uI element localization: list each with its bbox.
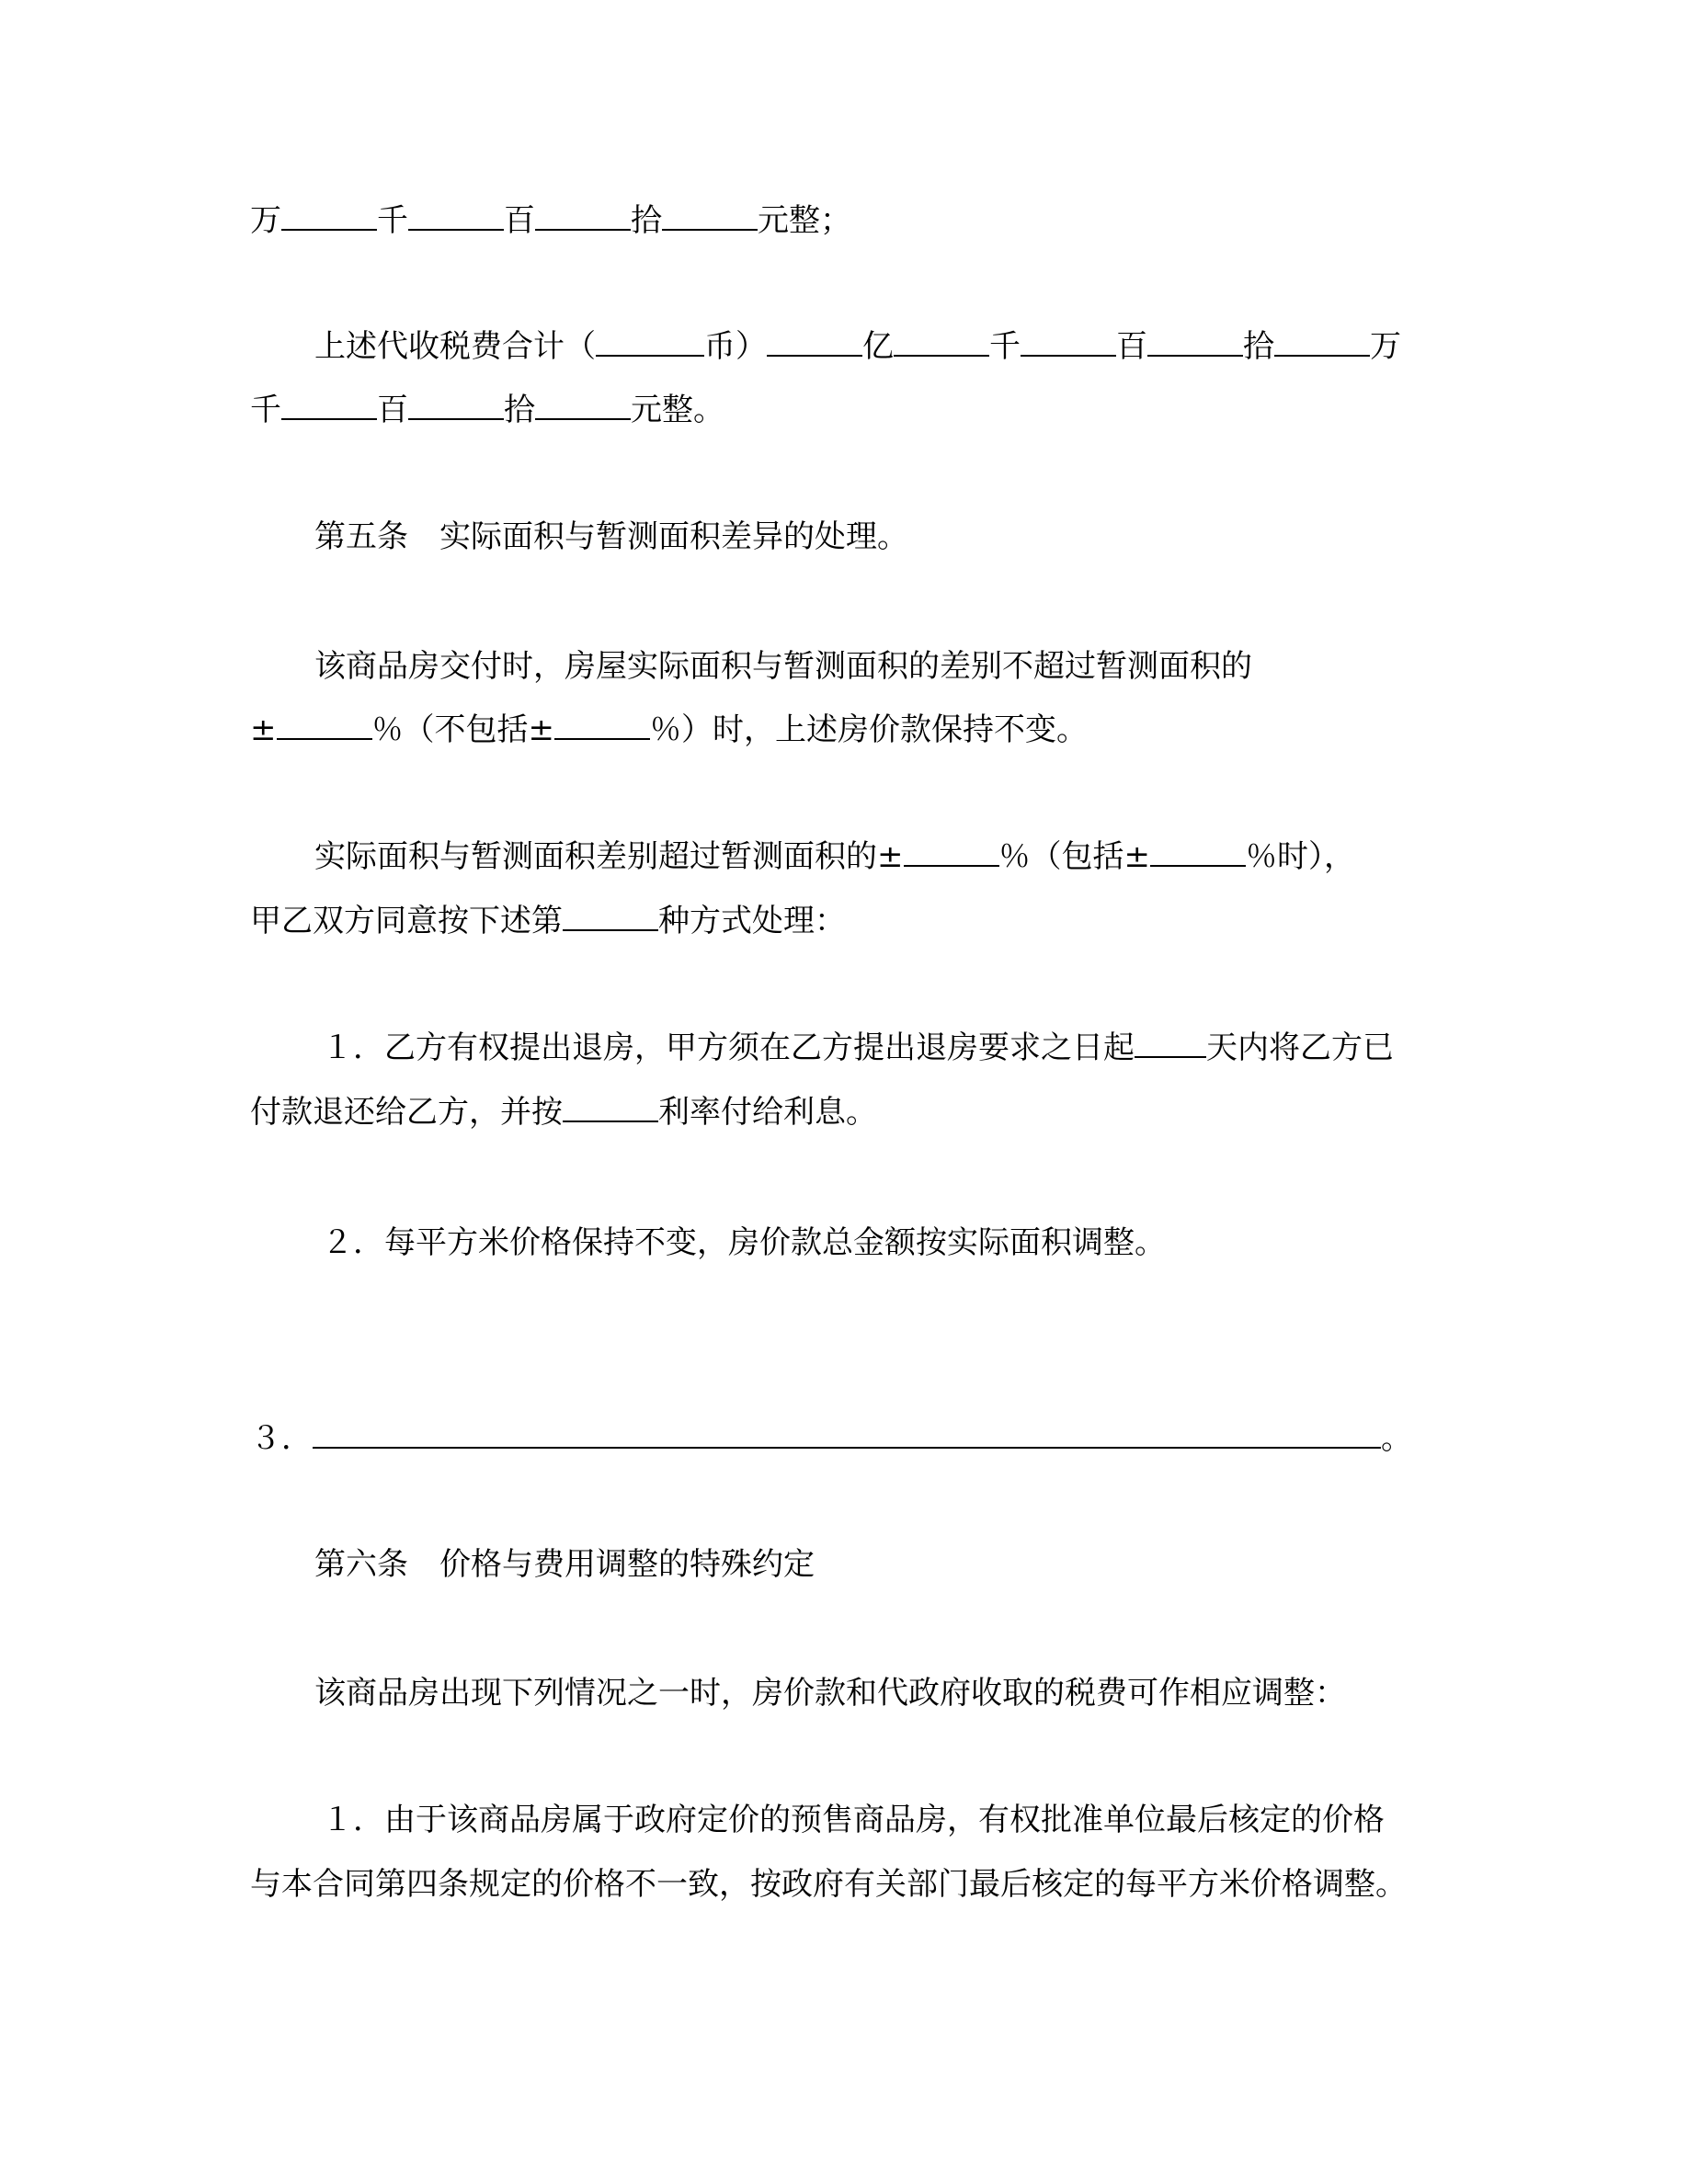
text-segment: ％时）， [1246, 838, 1355, 875]
text-segment: 付款退还给乙方，并按 [250, 1094, 563, 1131]
unit-qian: 千 [377, 202, 408, 239]
blank-field[interactable] [281, 201, 377, 231]
article-6-item-1-line-2: 与本合同第四条规定的价格不一致，按政府有关部门最后核定的每平方米价格调整。 [250, 1866, 1407, 1903]
blank-field[interactable] [1021, 327, 1116, 357]
blank-field[interactable] [408, 391, 504, 420]
article-5-paragraph-1: 该商品房交付时，房屋实际面积与暂测面积的差别不超过暂测面积的 [314, 648, 1252, 685]
text-segment: 利率付给利息。 [658, 1094, 877, 1131]
percent-blank[interactable] [277, 711, 372, 740]
unit-shi: 拾 [631, 202, 662, 239]
text-segment: ％）时，上述房价款保持不变。 [650, 711, 1088, 748]
unit-qian: 千 [250, 392, 281, 428]
currency-unit: 币） [704, 328, 767, 365]
article-6-heading: 第六条 价格与费用调整的特殊约定 [314, 1546, 815, 1583]
article-6-paragraph: 该商品房出现下列情况之一时，房价款和代政府收取的税费可作相应调整： [314, 1675, 1346, 1712]
option-1-line-1 [322, 1028, 1394, 1068]
percent-blank[interactable] [1150, 837, 1246, 867]
method-number-blank[interactable] [563, 902, 658, 931]
unit-yuan: 元整。 [631, 392, 724, 428]
plus-minus: ± [250, 711, 277, 748]
blank-field[interactable] [767, 327, 862, 357]
amount-line-3 [250, 390, 724, 430]
text-segment: 天内将乙方已 [1206, 1029, 1394, 1066]
percent-blank[interactable] [904, 837, 999, 867]
text-segment: 。 [1381, 1420, 1412, 1457]
text-segment: ％（不包括± [371, 711, 554, 748]
currency-blank[interactable] [596, 327, 704, 357]
text-segment: １．乙方有权提出退房，甲方须在乙方提出退房要求之日起 [322, 1029, 1135, 1066]
blank-field[interactable] [662, 201, 758, 231]
unit-wan: 万 [250, 202, 281, 239]
blank-field[interactable] [408, 201, 504, 231]
blank-field[interactable] [281, 391, 377, 420]
unit-bai: 百 [504, 202, 535, 239]
article-5-paragraph-1-cont [250, 710, 1088, 750]
unit-bai: 百 [1116, 328, 1147, 365]
unit-shi: 拾 [1243, 328, 1274, 365]
article-5-paragraph-2-cont [250, 901, 846, 941]
unit-qian: 千 [989, 328, 1021, 365]
interest-rate-blank[interactable] [563, 1093, 658, 1122]
text-segment: 种方式处理： [658, 903, 846, 939]
amount-line-1 [250, 200, 851, 241]
blank-field[interactable] [535, 201, 631, 231]
option-3 [250, 1418, 1412, 1459]
unit-wan: 万 [1370, 328, 1401, 365]
text-segment: ％（包括± [998, 838, 1150, 875]
article-6-item-1-line-1: １．由于该商品房属于政府定价的预售商品房，有权批准单位最后核定的价格 [322, 1802, 1385, 1838]
tax-total-label: 上述代收税费合计（ [314, 328, 596, 365]
unit-yi: 亿 [862, 328, 894, 365]
text-segment: ３． [250, 1420, 313, 1457]
article-5-heading: 第五条 实际面积与暂测面积差异的处理。 [314, 518, 908, 555]
option-1-line-2 [250, 1092, 877, 1132]
blank-field[interactable] [894, 327, 989, 357]
blank-field[interactable] [1147, 327, 1243, 357]
text-segment: 甲乙双方同意按下述第 [250, 903, 563, 939]
option-3-blank[interactable] [313, 1419, 1381, 1449]
article-5-paragraph-2 [314, 836, 1355, 877]
days-blank[interactable] [1135, 1029, 1206, 1058]
percent-blank[interactable] [554, 711, 650, 740]
unit-shi: 拾 [504, 392, 535, 428]
text-segment: 实际面积与暂测面积差别超过暂测面积的± [314, 838, 904, 875]
unit-bai: 百 [377, 392, 408, 428]
tax-total-line [314, 326, 1401, 367]
blank-field[interactable] [1274, 327, 1370, 357]
blank-field[interactable] [535, 391, 631, 420]
option-2: ２．每平方米价格保持不变，房价款总金额按实际面积调整。 [322, 1224, 1166, 1261]
unit-yuan: 元整； [758, 202, 851, 239]
